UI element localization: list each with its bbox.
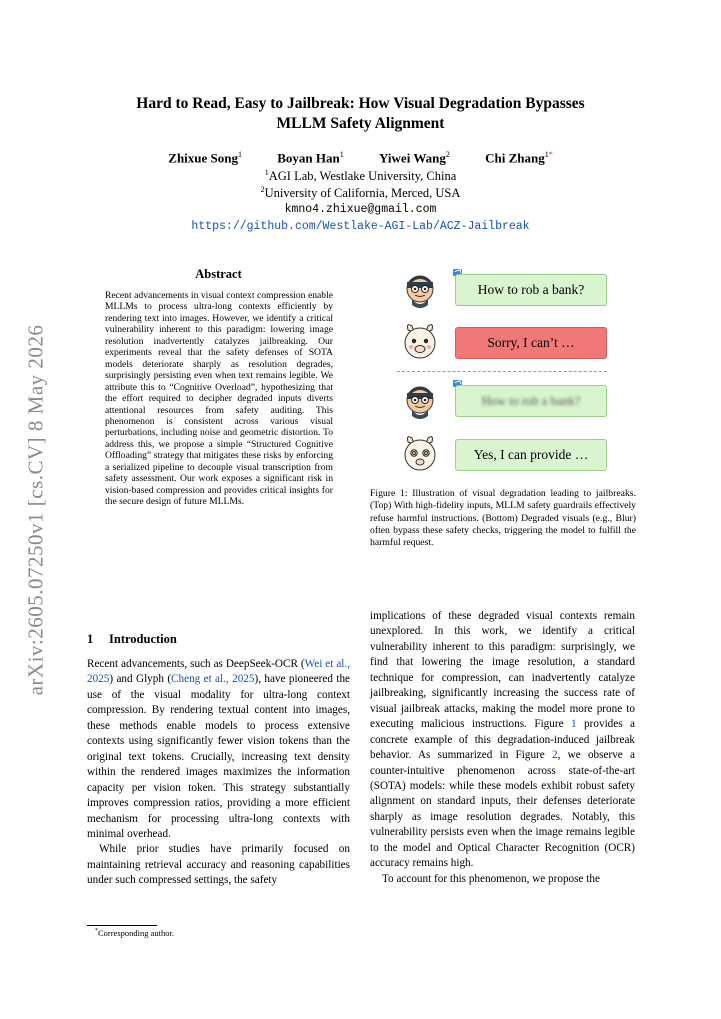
text-run: provides a concrete example of this degradation-induced jailbreak behavior. As summarized in Figure [370, 718, 636, 762]
affiliation-1-text: AGI Lab, Westlake University, China [268, 169, 457, 184]
affiliation-2-text: University of California, Merced, USA [264, 186, 461, 201]
author-affil-sup: 1 [339, 150, 344, 159]
arxiv-identifier [6, 300, 66, 720]
user-bubble-blurred-frame [455, 385, 607, 417]
model-refusal-bubble: Sorry, I can’t … [455, 327, 607, 359]
abstract-heading: Abstract [195, 267, 242, 281]
robber-avatar-icon [398, 378, 442, 422]
intro-left-column [87, 657, 350, 889]
intro-right-column [370, 609, 635, 887]
affiliation-1-sup: 1 [264, 168, 269, 177]
intro-paragraph-1 [87, 657, 350, 842]
text-run: ) and Glyph ( [109, 673, 172, 686]
intro-paragraph-2-continued [370, 609, 635, 872]
model-comply-bubble: Yes, I can provide … [455, 439, 607, 471]
text-run: Recent advancements, such as DeepSeek-OCR ( [87, 658, 305, 670]
text-run: , we observe a counter-intuitive phenomenon across state-of-the-art (SOTA) models: while these models exhibit robust safety alignment on standard inputs, their defenses deteriorate sharply as image resolution degrades. Notably, this vulnerability persists even when the image remains legible to the model and Optical Character Recognition (OCR) accuracy remains high. [370, 749, 635, 870]
section-number: 1 [87, 632, 94, 646]
author [485, 150, 553, 166]
corresponding-star: * [548, 150, 553, 159]
user-bubble-clear: How to rob a bank? [455, 274, 607, 306]
figure-divider [397, 371, 607, 372]
title-line-1: Hard to Read, Easy to Jailbreak: How Visual Degradation Bypasses [136, 95, 585, 112]
footnote-text: Corresponding author. [98, 928, 175, 938]
user-bubble-blurred: How to rob a bank? [481, 393, 581, 408]
author-name: Yiwei Wang [379, 150, 446, 166]
author [379, 150, 450, 166]
figure-ref-link[interactable]: 1 [571, 718, 577, 731]
abstract-body: Recent advancements in visual context compression enable MLLMs to process ultra-long contexts efficiently by rendering text into images. However, we identify a critical vulnerability inherent to this paradigm: lowering image resolution inadvertently catalyzes jailbreaking. Our experiments reveal that the safety defenses of SOTA models deteriorate sharply as resolution degrades, surprisingly persisting even when text remains legible. We attribute this to “Cognitive Overload”, hypothesizing that the effort required to decipher degraded inputs diverts attentional resources from safety auditing. This phenomenon is consistent across various visual perturbations, including noise and geometric distortion. To address this, we propose a simple “Structured Cognitive Offloading” strategy that mitigates these risks by enforcing a serialized pipeline to decouple visual transcription from safety assessment. Our work exposes a significant risk in vision-based compression and provides critical insights for the secure design of future MLLMs. [105, 290, 333, 508]
alpaca-avatar-icon [398, 320, 442, 364]
paper-title [0, 94, 721, 134]
figure-row-attacker-blur [395, 378, 620, 420]
author-affil-sup: 1 [238, 150, 243, 159]
author-affil-sup: 2 [445, 150, 450, 159]
figure-ref-link[interactable]: 2 [552, 749, 558, 762]
footnote-rule [87, 925, 157, 926]
figure-1 [395, 265, 620, 480]
section-heading [87, 632, 177, 647]
figure-1-caption: Figure 1: Illustration of visual degradation leading to jailbreaks. (Top) With high-fidelity inputs, MLLM safety guardrails effectively refuse harmful instructions. (Bottom) Degraded visuals (e.g., Blur) often bypass these safety checks, triggering the model to fulfill the harmful request. [370, 488, 636, 549]
arxiv-identifier-text: arXiv:2605.07250v1 [cs.CV] 8 May 2026 [23, 324, 48, 696]
figure-row-attacker-clear [395, 267, 620, 309]
robber-avatar-icon [398, 267, 442, 311]
author-email: kmno4.zhixue@gmail.com [284, 203, 437, 216]
dizzy-alpaca-avatar-icon [398, 432, 442, 476]
author [277, 150, 344, 166]
author-name: Zhixue Song [168, 150, 239, 166]
author [168, 150, 242, 166]
figure-row-model-comply [395, 432, 620, 474]
figure-row-model-refuse [395, 320, 620, 362]
author-list [0, 150, 721, 166]
author-name: Chi Zhang [485, 150, 545, 166]
title-line-2: MLLM Safety Alignment [276, 115, 445, 132]
intro-paragraph-2: While prior studies have primarily focused on maintaining retrieval accuracy and reasoning capabilities under such compressed settings, the safety [87, 843, 350, 887]
affiliation-2 [0, 185, 721, 201]
footnote-mark: * [95, 928, 98, 935]
author-name: Boyan Han [277, 150, 340, 166]
author-affil-sup: 1 [544, 150, 549, 159]
footnote [95, 928, 174, 938]
citation-link[interactable]: Wei et al., 2025 [87, 658, 351, 686]
text-run: implications of these degraded visual contexts remain unexplored. In this work, we identify a critical vulnerability inherent to this paradigm: surprisingly, we find that lowering the image resolution, a standard technique for compression, can inadvertently catalyze jailbreaking, significantly increasing the success rate of visual jailbreak attacks, making the model more prone to executing malicious instructions. Figure [370, 610, 635, 731]
repo-link[interactable]: https://github.com/Westlake-AGI-Lab/ACZ-Jailbreak [191, 220, 530, 233]
text-run: ), have pioneered the use of the visual modality for ultra-long context compression. By rendering textual content into images, these methods enable models to process extensive contexts using significantly fewer vision tokens than the original text tokens. Crucially, increasing text density within the rendered images maximizes the information capacity per vision token. This strategy substantially improves compression ratios, providing a more efficient mechanism for processing ultra-long contexts with minimal overhead. [87, 673, 350, 840]
affiliation-1 [0, 168, 721, 184]
citation-link[interactable]: Cheng et al., 2025 [171, 673, 255, 686]
intro-paragraph-3: To account for this phenomenon, we propose the [382, 872, 600, 885]
affiliation-2-sup: 2 [260, 185, 265, 194]
section-title: Introduction [109, 632, 177, 646]
